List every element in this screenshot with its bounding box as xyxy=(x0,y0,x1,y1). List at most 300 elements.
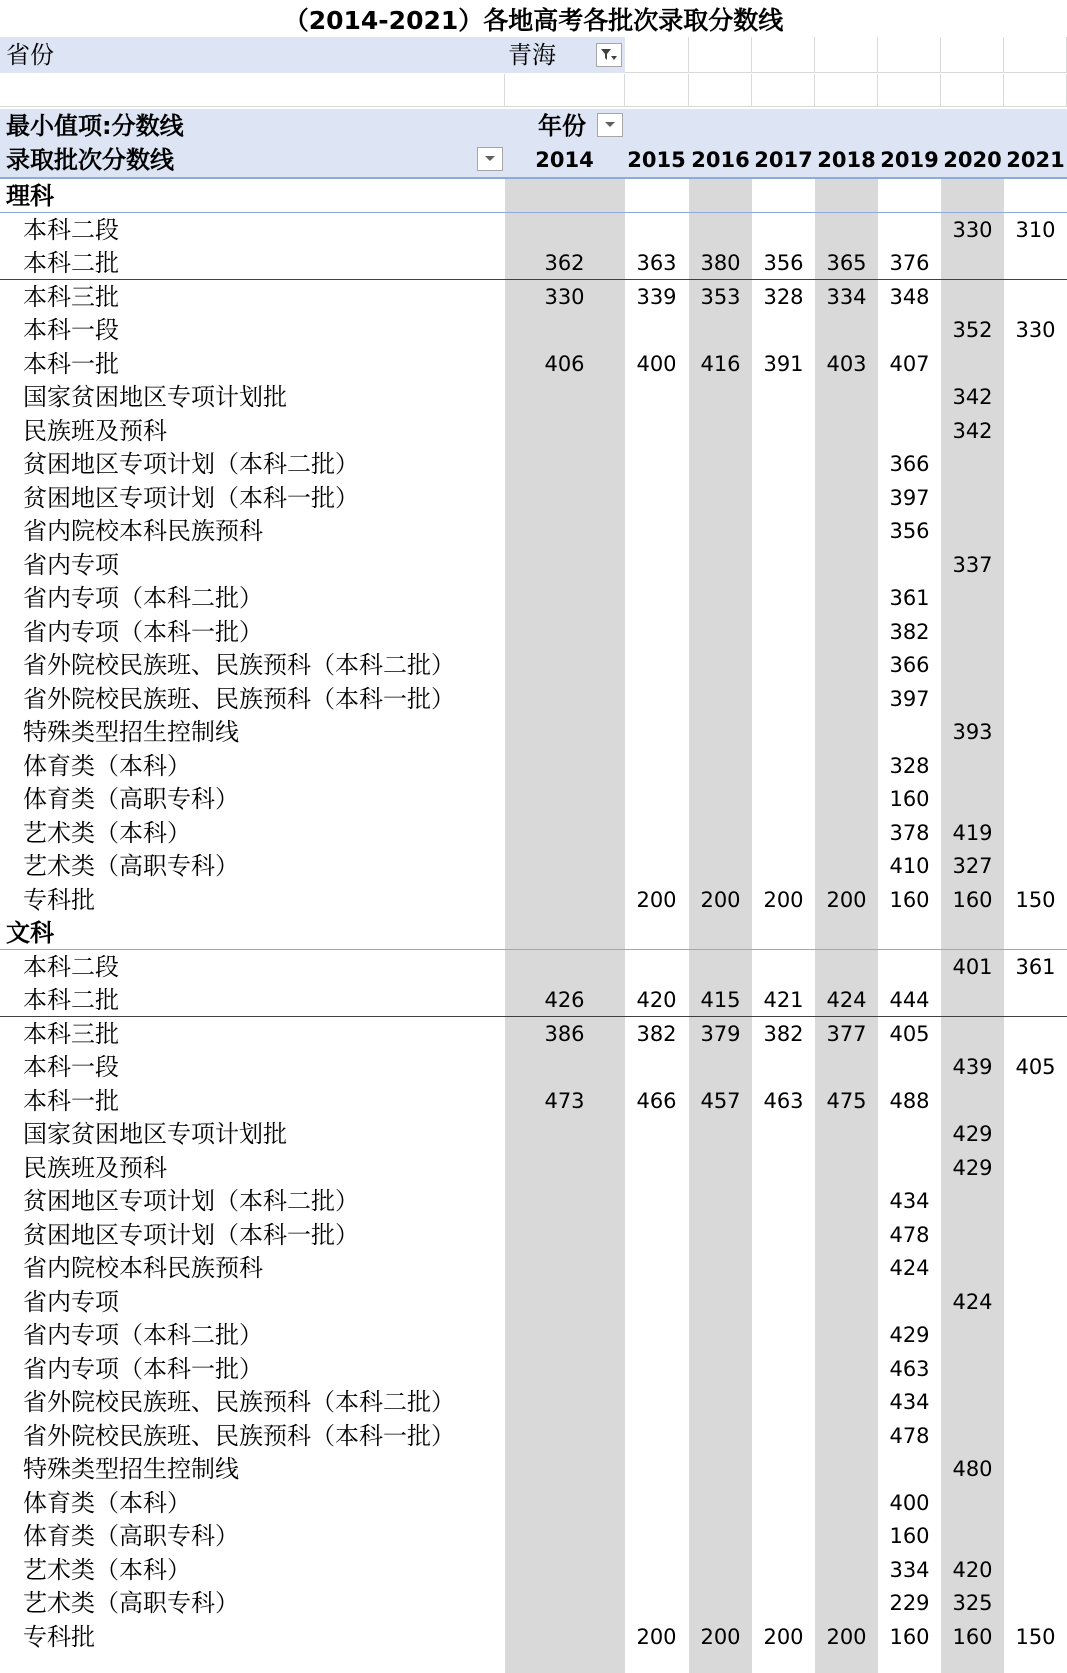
cell-2020: 429 xyxy=(952,1122,993,1146)
table-row[interactable] xyxy=(0,581,1067,615)
table-row[interactable] xyxy=(0,1452,1067,1486)
cell-2016: 416 xyxy=(700,351,741,376)
cell-2018 xyxy=(815,1117,878,1151)
table-row[interactable] xyxy=(0,983,1067,1017)
cell-2014 xyxy=(533,1486,596,1520)
cell-2020: 337 xyxy=(952,552,993,577)
cell-2020: 419 xyxy=(952,820,993,845)
year-header-2018: 2018 xyxy=(817,148,876,172)
table-row[interactable] xyxy=(0,1017,1067,1051)
cell-2020 xyxy=(941,1184,1004,1218)
year-header-2017: 2017 xyxy=(754,148,813,172)
cell-2019: 405 xyxy=(889,1021,930,1046)
cell-2021 xyxy=(1004,1318,1067,1352)
cell-2020 xyxy=(941,1519,1004,1553)
cell-2016 xyxy=(689,481,752,515)
row-label: 省内专项 xyxy=(23,1287,119,1316)
table-row[interactable] xyxy=(0,1385,1067,1419)
cell-2019: 424 xyxy=(889,1256,930,1280)
cell-2015: 466 xyxy=(636,1088,677,1113)
cell-2016 xyxy=(689,414,752,448)
cell-2017 xyxy=(752,1251,815,1285)
cell-2016 xyxy=(689,514,752,548)
table-row[interactable] xyxy=(0,1251,1067,1285)
row-label: 国家贫困地区专项计划批 xyxy=(23,1120,287,1148)
cell-2015 xyxy=(625,213,688,247)
cell-2019: 160 xyxy=(889,1624,930,1649)
cell-2019: 348 xyxy=(889,284,930,309)
row-label: 专科批 xyxy=(23,885,95,914)
cell-2020: 480 xyxy=(952,1457,993,1481)
cell-2019: 478 xyxy=(889,1423,930,1448)
cell-2017 xyxy=(752,1285,815,1319)
cell-2018 xyxy=(815,950,878,984)
cell-2015 xyxy=(625,1586,688,1620)
cell-2016: 200 xyxy=(700,1624,741,1649)
cell-2016 xyxy=(689,380,752,414)
cell-2017 xyxy=(752,1419,815,1453)
table-row[interactable] xyxy=(0,1050,1067,1084)
cell-2021 xyxy=(1004,481,1067,515)
cell-2018 xyxy=(815,548,878,582)
cell-2017 xyxy=(752,1519,815,1553)
table-row[interactable] xyxy=(0,950,1067,984)
row-label: 贫困地区专项计划（本科二批） xyxy=(23,1187,359,1215)
cell-2017 xyxy=(752,1184,815,1218)
cell-2020 xyxy=(941,514,1004,548)
cell-2014 xyxy=(533,1218,596,1252)
cell-2017 xyxy=(752,313,815,347)
table-row[interactable] xyxy=(0,380,1067,414)
cell-2021 xyxy=(1004,347,1067,381)
cell-2017 xyxy=(752,1050,815,1084)
cell-2019: 400 xyxy=(889,1490,930,1515)
cell-2015 xyxy=(625,514,688,548)
row-label: 本科一批 xyxy=(23,349,119,378)
cell-2016 xyxy=(689,447,752,481)
cell-2019: 229 xyxy=(889,1591,930,1615)
cell-2021 xyxy=(1004,1251,1067,1285)
cell-2017: 382 xyxy=(763,1021,804,1046)
cell-2017 xyxy=(752,581,815,615)
row-label: 特殊类型招生控制线 xyxy=(23,1455,239,1483)
cell-2019 xyxy=(878,1117,941,1151)
cell-2017: 328 xyxy=(763,284,804,309)
cell-2017: 463 xyxy=(763,1088,804,1113)
cell-2019 xyxy=(878,1050,941,1084)
cell-2018 xyxy=(815,1385,878,1419)
cell-2021: 310 xyxy=(1015,217,1056,242)
cell-2014 xyxy=(533,548,596,582)
cell-2016 xyxy=(689,1553,752,1587)
row-label: 体育类（高职专科） xyxy=(23,785,239,813)
cell-2017: 356 xyxy=(763,251,804,275)
cell-2015 xyxy=(625,648,688,682)
row-label: 省内专项（本科二批） xyxy=(23,584,263,612)
cell-2020 xyxy=(941,682,1004,716)
cell-2017 xyxy=(752,749,815,783)
cell-2015: 200 xyxy=(636,1624,677,1649)
row-field-label: 录取批次分数线 xyxy=(6,146,174,174)
cell-2021 xyxy=(1004,983,1067,1017)
cell-2020: 160 xyxy=(952,1624,993,1649)
cell-2015 xyxy=(625,950,688,984)
filter-dropdown-icon xyxy=(600,48,618,62)
cell-2018 xyxy=(815,1151,878,1185)
cell-2018 xyxy=(815,715,878,749)
row-label: 本科一段 xyxy=(23,1053,119,1081)
cell-2018 xyxy=(815,1318,878,1352)
cell-2015 xyxy=(625,1285,688,1319)
cell-2014 xyxy=(533,581,596,615)
cell-2014 xyxy=(533,1352,596,1386)
cell-2020 xyxy=(941,447,1004,481)
cell-2020 xyxy=(941,1486,1004,1520)
cell-2016: 353 xyxy=(700,284,741,309)
cell-2014 xyxy=(533,749,596,783)
year-headers xyxy=(0,143,1067,177)
cell-2020 xyxy=(941,481,1004,515)
table-row[interactable] xyxy=(0,246,1067,280)
cell-2021 xyxy=(1004,615,1067,649)
cell-2021 xyxy=(1004,1352,1067,1386)
table-row[interactable] xyxy=(0,1419,1067,1453)
cell-2020: 352 xyxy=(952,318,993,342)
table-row[interactable] xyxy=(0,414,1067,448)
table-row[interactable] xyxy=(0,883,1067,917)
cell-2015 xyxy=(625,481,688,515)
cell-2018 xyxy=(815,514,878,548)
cell-2016 xyxy=(689,615,752,649)
table-row[interactable] xyxy=(0,1620,1067,1654)
cell-2018 xyxy=(815,414,878,448)
cell-2018 xyxy=(815,1352,878,1386)
table-row[interactable] xyxy=(0,682,1067,716)
cell-2019: 366 xyxy=(889,452,930,476)
year-header-2020: 2020 xyxy=(943,148,1002,172)
row-label: 本科三批 xyxy=(23,282,119,311)
cell-2021 xyxy=(1004,1519,1067,1553)
table-row[interactable] xyxy=(0,1553,1067,1587)
cell-2015: 339 xyxy=(636,284,677,309)
cell-2014 xyxy=(533,1452,596,1486)
cell-2015 xyxy=(625,313,688,347)
section-title: 理科 xyxy=(6,182,54,210)
cell-2021 xyxy=(1004,1419,1067,1453)
cell-2015 xyxy=(625,1218,688,1252)
table-row[interactable] xyxy=(0,447,1067,481)
cell-2015 xyxy=(625,1352,688,1386)
cell-2014 xyxy=(533,816,596,850)
cell-2021 xyxy=(1004,246,1067,280)
cell-2018 xyxy=(815,313,878,347)
cell-2020 xyxy=(941,1419,1004,1453)
cell-2020: 393 xyxy=(952,720,993,744)
row-label: 省内院校本科民族预科 xyxy=(23,517,263,545)
cell-2014 xyxy=(533,1519,596,1553)
cell-2014 xyxy=(533,1285,596,1319)
cell-2016 xyxy=(689,1352,752,1386)
table-row[interactable] xyxy=(0,1218,1067,1252)
cell-2018 xyxy=(815,648,878,682)
table-row[interactable] xyxy=(0,1184,1067,1218)
cell-2021: 150 xyxy=(1015,1624,1056,1649)
cell-2020: 342 xyxy=(952,418,993,443)
table-row[interactable] xyxy=(0,313,1067,347)
row-label: 贫困地区专项计划（本科二批） xyxy=(23,450,359,478)
cell-2020 xyxy=(941,246,1004,280)
row-label: 省内院校本科民族预科 xyxy=(23,1254,263,1282)
cell-2014 xyxy=(533,950,596,984)
cell-2015 xyxy=(625,581,688,615)
table-row[interactable] xyxy=(0,849,1067,883)
sheet-title: （2014-2021）各地高考各批次录取分数线 xyxy=(283,5,784,35)
cell-2019: 160 xyxy=(889,1524,930,1548)
cell-2016 xyxy=(689,213,752,247)
cell-2018 xyxy=(815,1050,878,1084)
cell-2018: 334 xyxy=(826,284,867,309)
cell-2014 xyxy=(533,1050,596,1084)
cell-2017 xyxy=(752,447,815,481)
cell-2017 xyxy=(752,514,815,548)
table-row[interactable] xyxy=(0,1352,1067,1386)
table-row[interactable] xyxy=(0,1486,1067,1520)
cell-2018 xyxy=(815,1486,878,1520)
row-label: 省外院校民族班、民族预科（本科一批） xyxy=(23,1421,455,1450)
cell-2021 xyxy=(1004,1151,1067,1185)
cell-2018 xyxy=(815,213,878,247)
table-row[interactable] xyxy=(0,548,1067,582)
cell-2021 xyxy=(1004,1586,1067,1620)
cell-2014 xyxy=(533,213,596,247)
cell-2019: 434 xyxy=(889,1189,930,1213)
cell-2017 xyxy=(752,816,815,850)
row-label: 省内专项（本科一批） xyxy=(23,1354,263,1383)
cell-2021 xyxy=(1004,581,1067,615)
cell-2015 xyxy=(625,1151,688,1185)
cell-2021 xyxy=(1004,1452,1067,1486)
cell-2018 xyxy=(815,447,878,481)
cell-2021 xyxy=(1004,280,1067,314)
cell-2016 xyxy=(689,782,752,816)
cell-2018: 377 xyxy=(826,1021,867,1046)
row-label: 省内专项（本科一批） xyxy=(23,617,263,646)
table-row[interactable] xyxy=(0,347,1067,381)
cell-2015 xyxy=(625,1318,688,1352)
row-label: 专科批 xyxy=(23,1622,95,1651)
cell-2017 xyxy=(752,715,815,749)
cell-2016: 200 xyxy=(700,887,741,912)
pivot-body xyxy=(0,179,1067,1673)
table-row[interactable] xyxy=(0,280,1067,314)
table-row[interactable] xyxy=(0,481,1067,515)
cell-2018 xyxy=(815,782,878,816)
cell-2020 xyxy=(941,648,1004,682)
cell-2020 xyxy=(941,615,1004,649)
cell-2017: 391 xyxy=(763,351,804,376)
row-label: 省内专项（本科二批） xyxy=(23,1321,263,1349)
cell-2017 xyxy=(752,1117,815,1151)
cell-2016 xyxy=(689,1419,752,1453)
cell-2015: 400 xyxy=(636,351,677,376)
cell-2018 xyxy=(815,1419,878,1453)
cell-2020: 325 xyxy=(952,1591,993,1615)
row-label: 本科一段 xyxy=(23,316,119,344)
table-row[interactable] xyxy=(0,715,1067,749)
row-label: 贫困地区专项计划（本科一批） xyxy=(23,1220,359,1249)
cell-2021: 150 xyxy=(1015,887,1056,912)
cell-2019 xyxy=(878,313,941,347)
cell-2017 xyxy=(752,1151,815,1185)
cell-2016: 457 xyxy=(700,1088,741,1113)
cell-2017 xyxy=(752,648,815,682)
cell-2017 xyxy=(752,213,815,247)
cell-2017 xyxy=(752,1452,815,1486)
cell-2021 xyxy=(1004,816,1067,850)
cell-2020: 160 xyxy=(952,887,993,912)
pivot-value-field-label: 最小值项:分数线 xyxy=(6,112,184,140)
cell-2015: 382 xyxy=(636,1021,677,1046)
cell-2021 xyxy=(1004,1385,1067,1419)
cell-2016 xyxy=(689,313,752,347)
cell-2015 xyxy=(625,414,688,448)
cell-2019: 444 xyxy=(889,988,930,1012)
cell-2015 xyxy=(625,1385,688,1419)
row-label: 艺术类（高职专科） xyxy=(23,1589,239,1617)
cell-2016 xyxy=(689,849,752,883)
row-label: 贫困地区专项计划（本科一批） xyxy=(23,483,359,512)
cell-2018 xyxy=(815,1519,878,1553)
cell-2019: 397 xyxy=(889,485,930,510)
cell-2015 xyxy=(625,1117,688,1151)
table-row[interactable] xyxy=(0,1151,1067,1185)
cell-2021 xyxy=(1004,1285,1067,1319)
cell-2015 xyxy=(625,816,688,850)
cell-2020: 420 xyxy=(952,1557,993,1582)
row-label: 体育类（本科） xyxy=(23,1488,191,1517)
table-row[interactable] xyxy=(0,1519,1067,1553)
cell-2014 xyxy=(533,447,596,481)
cell-2014 xyxy=(533,883,596,917)
cell-2014 xyxy=(533,1251,596,1285)
table-row[interactable] xyxy=(0,648,1067,682)
cell-2018 xyxy=(815,1251,878,1285)
table-row[interactable] xyxy=(0,615,1067,649)
row-label: 民族班及预科 xyxy=(23,416,167,445)
table-row[interactable] xyxy=(0,1084,1067,1118)
row-label: 民族班及预科 xyxy=(23,1153,167,1182)
cell-2020: 327 xyxy=(952,854,993,878)
filter-dropdown-button[interactable] xyxy=(596,43,622,67)
cell-2015 xyxy=(625,380,688,414)
cell-2021 xyxy=(1004,1184,1067,1218)
cell-2019: 488 xyxy=(889,1088,930,1113)
cell-2017 xyxy=(752,615,815,649)
cell-2014 xyxy=(533,849,596,883)
cell-2016 xyxy=(689,581,752,615)
cell-2016 xyxy=(689,548,752,582)
cell-2016 xyxy=(689,1117,752,1151)
cell-2020 xyxy=(941,1352,1004,1386)
cell-2020 xyxy=(941,1251,1004,1285)
cell-2019: 397 xyxy=(889,686,930,711)
cell-2016 xyxy=(689,1184,752,1218)
cell-2016 xyxy=(689,1586,752,1620)
cell-2014 xyxy=(533,1620,596,1654)
cell-2014 xyxy=(533,1117,596,1151)
cell-2021 xyxy=(1004,1486,1067,1520)
column-field-label: 年份 xyxy=(538,112,586,140)
cell-2015 xyxy=(625,782,688,816)
cell-2018 xyxy=(815,1218,878,1252)
section-header xyxy=(0,916,1067,950)
report-filter-row xyxy=(0,37,1067,74)
table-row[interactable] xyxy=(0,749,1067,783)
cell-2015 xyxy=(625,682,688,716)
cell-2021 xyxy=(1004,849,1067,883)
row-label: 省内专项 xyxy=(23,550,119,579)
cell-2016 xyxy=(689,1251,752,1285)
cell-2015: 363 xyxy=(636,251,677,275)
cell-2017 xyxy=(752,1218,815,1252)
table-row[interactable] xyxy=(0,1117,1067,1151)
cell-2019: 160 xyxy=(889,887,930,912)
cell-2020: 330 xyxy=(952,217,993,242)
cell-2019: 160 xyxy=(889,787,930,811)
cell-2017: 200 xyxy=(763,887,804,912)
cell-2019 xyxy=(878,950,941,984)
cell-2014 xyxy=(533,1151,596,1185)
cell-2015 xyxy=(625,548,688,582)
table-row[interactable] xyxy=(0,816,1067,850)
cell-2015 xyxy=(625,1419,688,1453)
cell-2014 xyxy=(533,380,596,414)
table-row[interactable] xyxy=(0,1586,1067,1620)
cell-2018 xyxy=(815,481,878,515)
table-row[interactable] xyxy=(0,782,1067,816)
cell-2019: 361 xyxy=(889,586,930,610)
cell-2015 xyxy=(625,1486,688,1520)
table-row[interactable] xyxy=(0,1318,1067,1352)
year-header-2019: 2019 xyxy=(880,148,939,172)
cell-2017: 200 xyxy=(763,1624,804,1649)
cell-2014 xyxy=(533,615,596,649)
cell-2017: 421 xyxy=(763,988,804,1012)
cell-2021 xyxy=(1004,1553,1067,1587)
cell-2016 xyxy=(689,1519,752,1553)
cell-2014 xyxy=(533,1184,596,1218)
cell-2020: 401 xyxy=(952,954,993,979)
cell-2014 xyxy=(533,1385,596,1419)
cell-2014 xyxy=(533,1419,596,1453)
row-label: 省外院校民族班、民族预科（本科二批） xyxy=(23,651,455,679)
cell-2018 xyxy=(815,749,878,783)
table-row[interactable] xyxy=(0,1285,1067,1319)
cell-2020 xyxy=(941,581,1004,615)
cell-2018 xyxy=(815,1452,878,1486)
cell-2017 xyxy=(752,548,815,582)
table-row[interactable] xyxy=(0,514,1067,548)
cell-2015 xyxy=(625,1519,688,1553)
cell-2014 xyxy=(533,514,596,548)
cell-2017 xyxy=(752,1318,815,1352)
year-filter-dropdown[interactable] xyxy=(597,113,623,137)
filter-field-label: 省份 xyxy=(6,41,54,69)
cell-2018 xyxy=(815,1285,878,1319)
cell-2021 xyxy=(1004,682,1067,716)
table-row[interactable] xyxy=(0,213,1067,247)
cell-2020 xyxy=(941,1017,1004,1051)
